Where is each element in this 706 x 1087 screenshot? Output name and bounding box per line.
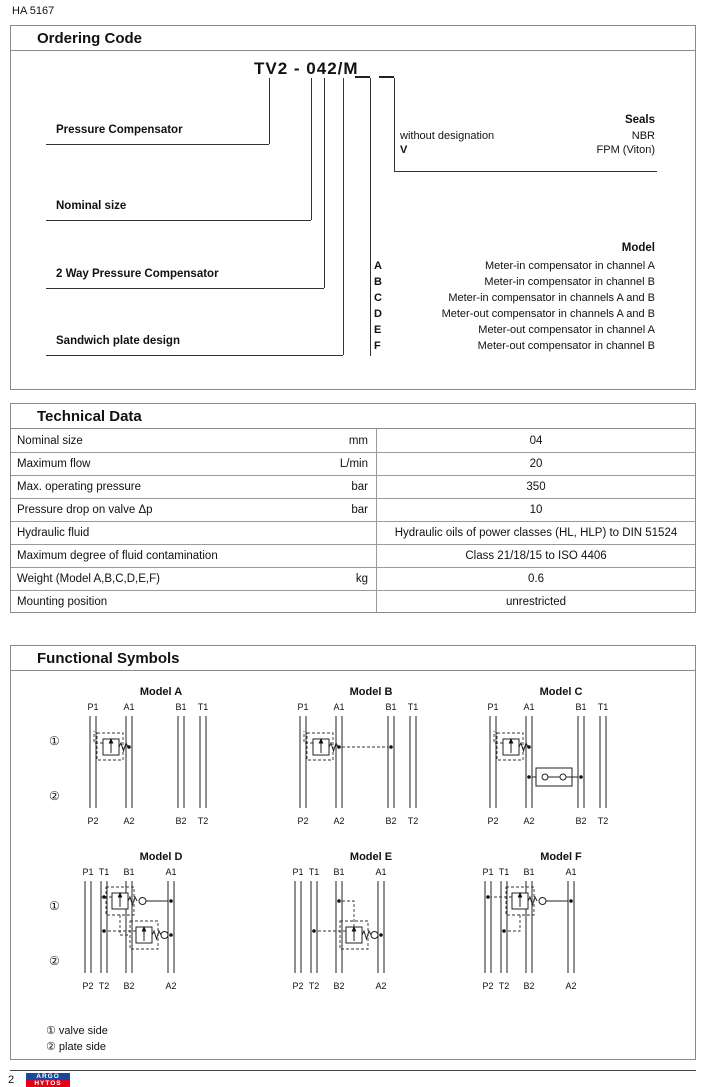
table-row bbox=[11, 521, 695, 544]
port-label: A1 bbox=[564, 867, 577, 877]
model-key: C bbox=[374, 292, 382, 304]
model-row bbox=[374, 306, 655, 322]
doc-code: HA 5167 bbox=[12, 5, 55, 17]
channel-lines bbox=[300, 716, 416, 808]
port-label: P1 bbox=[481, 867, 494, 877]
port-label: T2 bbox=[98, 981, 109, 991]
row-value: Class 21/18/15 to ISO 4406 bbox=[465, 550, 607, 562]
row-value: 04 bbox=[529, 434, 543, 447]
model-row bbox=[374, 274, 655, 290]
row-value: 0.6 bbox=[528, 573, 544, 585]
plate-side-marker: ② bbox=[49, 954, 60, 968]
model-row bbox=[374, 338, 655, 354]
port-label: P2 bbox=[486, 816, 499, 826]
port-label: T2 bbox=[498, 981, 509, 991]
port-labels-top bbox=[82, 867, 176, 877]
row-label: Weight (Model A,B,C,D,E,F) bbox=[17, 573, 160, 585]
channel-lines bbox=[490, 716, 606, 808]
model-c-symbol bbox=[474, 700, 649, 830]
model-e-diagram bbox=[281, 851, 461, 995]
port-label: B1 bbox=[174, 702, 187, 712]
channel-lines bbox=[90, 716, 206, 808]
seals-title: Seals bbox=[624, 114, 655, 126]
functional-symbols-section bbox=[10, 645, 696, 1060]
channel-lines bbox=[485, 881, 574, 973]
row-value: 20 bbox=[529, 458, 543, 470]
model-row bbox=[374, 290, 655, 306]
port-label: T2 bbox=[597, 816, 608, 826]
port-label: B2 bbox=[522, 981, 535, 991]
port-label: P1 bbox=[291, 867, 304, 877]
model-key: D bbox=[374, 308, 382, 320]
port-label: A2 bbox=[522, 816, 535, 826]
port-labels-bottom bbox=[292, 981, 386, 991]
port-labels-bottom bbox=[487, 816, 608, 826]
legend-valve-side: ① valve side bbox=[46, 1025, 108, 1037]
compensator-valve-upper-icon bbox=[101, 887, 173, 915]
port-labels-top bbox=[292, 867, 386, 877]
model-value: Meter-in compensator in channel B bbox=[484, 276, 655, 288]
model-f-symbol bbox=[474, 865, 649, 995]
model-e-symbol bbox=[284, 865, 459, 995]
port-label: T2 bbox=[407, 816, 418, 826]
port-labels-bottom bbox=[297, 816, 418, 826]
model-value: Meter-in compensator in channels A and B bbox=[448, 292, 655, 304]
connector-line bbox=[324, 78, 325, 288]
compensator-valve-icon bbox=[494, 731, 531, 760]
model-key: B bbox=[374, 276, 382, 288]
port-label: B1 bbox=[574, 702, 587, 712]
model-row bbox=[374, 258, 655, 274]
port-label: P1 bbox=[296, 702, 309, 712]
port-labels-top bbox=[297, 702, 418, 712]
port-label: P1 bbox=[81, 867, 94, 877]
model-c-diagram bbox=[471, 686, 651, 830]
port-label: P1 bbox=[86, 702, 99, 712]
symbols-row-1 bbox=[11, 686, 697, 851]
port-label: A2 bbox=[122, 816, 135, 826]
model-value: Meter-out compensator in channel A bbox=[478, 324, 655, 336]
ordering-code-title: Ordering Code bbox=[11, 26, 695, 51]
port-labels-top bbox=[482, 867, 576, 877]
connector-line bbox=[370, 78, 371, 356]
model-value: Meter-out compensator in channel B bbox=[477, 340, 655, 352]
callout-pressure-compensator: Pressure Compensator bbox=[56, 124, 183, 136]
compensator-valve-icon bbox=[486, 887, 573, 933]
row-label: Max. operating pressure bbox=[17, 481, 142, 493]
table-row bbox=[11, 429, 695, 452]
ordering-code-diagram bbox=[11, 26, 695, 389]
technical-data-section bbox=[10, 403, 696, 613]
seals-value: NBR bbox=[631, 130, 655, 142]
port-labels-bottom bbox=[82, 981, 176, 991]
model-title: Model bbox=[621, 242, 655, 254]
technical-data-table bbox=[11, 429, 695, 613]
model-f-title: Model F bbox=[540, 851, 582, 863]
seals-block bbox=[400, 114, 655, 157]
model-a-title: Model A bbox=[139, 686, 183, 698]
model-b-symbol bbox=[284, 700, 459, 830]
channel-lines bbox=[295, 881, 384, 973]
port-label: T1 bbox=[197, 702, 208, 712]
port-label: T1 bbox=[308, 867, 319, 877]
port-label: T2 bbox=[308, 981, 319, 991]
valve-side-marker: ① bbox=[49, 899, 60, 913]
port-label: B1 bbox=[384, 702, 397, 712]
page-number: 2 bbox=[8, 1074, 15, 1086]
port-label: B1 bbox=[122, 867, 135, 877]
connector-line bbox=[46, 355, 343, 356]
port-label: A2 bbox=[374, 981, 387, 991]
model-e-title: Model E bbox=[349, 851, 393, 863]
callout-nominal-size: Nominal size bbox=[56, 200, 127, 212]
seals-row bbox=[400, 129, 655, 143]
port-label: P2 bbox=[81, 981, 94, 991]
model-a-symbol bbox=[74, 700, 249, 830]
row-label: Mounting position bbox=[17, 596, 108, 608]
port-label: T1 bbox=[498, 867, 509, 877]
channel-lines bbox=[85, 881, 174, 973]
port-label: A1 bbox=[522, 702, 535, 712]
row-label: Hydraulic fluid bbox=[17, 527, 90, 539]
compensator-valve-icon bbox=[312, 899, 383, 949]
logo-hytos-text: HYTOS bbox=[26, 1080, 70, 1087]
shuttle-bridge-icon bbox=[527, 768, 583, 786]
model-key: A bbox=[374, 260, 382, 272]
seals-key: V bbox=[400, 144, 408, 156]
compensator-valve-icon bbox=[304, 731, 393, 760]
port-label: B1 bbox=[522, 867, 535, 877]
table-row bbox=[11, 567, 695, 590]
port-label: B2 bbox=[574, 816, 587, 826]
port-label: A1 bbox=[122, 702, 135, 712]
pilot-line bbox=[120, 915, 130, 935]
model-value: Meter-out compensator in channels A and B bbox=[441, 308, 655, 320]
row-unit: bar bbox=[351, 504, 368, 516]
port-label: A1 bbox=[374, 867, 387, 877]
code-blank-model bbox=[355, 65, 370, 78]
port-label: P1 bbox=[486, 702, 499, 712]
port-label: P2 bbox=[291, 981, 304, 991]
model-d-diagram bbox=[71, 851, 251, 995]
plate-side-marker: ② bbox=[49, 789, 60, 803]
connector-line bbox=[394, 171, 657, 172]
port-label: B1 bbox=[332, 867, 345, 877]
port-label: A2 bbox=[164, 981, 177, 991]
callout-2way-pressure-compensator: 2 Way Pressure Compensator bbox=[56, 268, 219, 280]
model-d-title: Model D bbox=[139, 851, 183, 863]
seals-value: FPM (Viton) bbox=[596, 144, 655, 156]
row-unit: L/min bbox=[339, 458, 368, 470]
port-labels-bottom bbox=[87, 816, 208, 826]
model-key: E bbox=[374, 324, 382, 336]
model-c-title: Model C bbox=[539, 686, 583, 698]
model-f-diagram bbox=[471, 851, 651, 995]
port-label: P2 bbox=[296, 816, 309, 826]
port-label: T1 bbox=[597, 702, 608, 712]
port-label: T1 bbox=[407, 702, 418, 712]
ordering-code-section bbox=[10, 25, 696, 390]
connector-line bbox=[311, 78, 312, 220]
model-row bbox=[374, 322, 655, 338]
row-value: 10 bbox=[529, 504, 543, 516]
port-label: T2 bbox=[197, 816, 208, 826]
row-unit: kg bbox=[355, 573, 368, 585]
connector-line bbox=[394, 78, 395, 171]
connector-line bbox=[269, 78, 270, 144]
model-b-title: Model B bbox=[349, 686, 393, 698]
port-label: B2 bbox=[122, 981, 135, 991]
table-row bbox=[11, 452, 695, 475]
port-labels-top bbox=[487, 702, 608, 712]
table-row bbox=[11, 475, 695, 498]
port-label: P2 bbox=[481, 981, 494, 991]
model-b-diagram bbox=[281, 686, 461, 830]
row-unit: bar bbox=[351, 481, 368, 493]
connector-line bbox=[46, 144, 269, 145]
model-a-diagram bbox=[71, 686, 251, 830]
port-label: A1 bbox=[164, 867, 177, 877]
table-row bbox=[11, 590, 695, 613]
row-value: Hydraulic oils of power classes (HL, HLP) to DIN 51524 bbox=[394, 527, 678, 539]
seals-key: without designation bbox=[400, 130, 495, 142]
seals-row bbox=[400, 143, 655, 157]
port-labels-bottom bbox=[482, 981, 576, 991]
model-d-symbol bbox=[74, 865, 249, 995]
port-label: T1 bbox=[98, 867, 109, 877]
model-key: F bbox=[374, 340, 381, 352]
compensator-valve-icon bbox=[94, 731, 131, 760]
functional-symbols-title: Functional Symbols bbox=[11, 646, 695, 671]
port-label: A2 bbox=[564, 981, 577, 991]
legend-plate-side: ② plate side bbox=[46, 1041, 107, 1053]
port-label: P2 bbox=[86, 816, 99, 826]
connector-line bbox=[343, 78, 344, 355]
port-labels-top bbox=[87, 702, 208, 712]
port-label: A1 bbox=[332, 702, 345, 712]
port-label: A2 bbox=[332, 816, 345, 826]
model-block bbox=[374, 242, 655, 354]
technical-data-title: Technical Data bbox=[11, 404, 695, 429]
model-value: Meter-in compensator in channel A bbox=[485, 260, 655, 272]
symbols-row-2 bbox=[11, 851, 697, 1016]
port-label: B2 bbox=[332, 981, 345, 991]
compensator-valve-lower-icon bbox=[102, 921, 173, 949]
footer-divider bbox=[10, 1070, 696, 1071]
connector-line bbox=[46, 288, 324, 289]
row-label: Maximum flow bbox=[17, 458, 91, 470]
logo-argo-text: ARGO bbox=[26, 1073, 70, 1080]
ordering-code-value: TV2 - 042/M bbox=[254, 59, 359, 78]
valve-side-marker: ① bbox=[49, 734, 60, 748]
row-label: Pressure drop on valve Δp bbox=[17, 504, 153, 516]
argo-hytos-logo bbox=[26, 1073, 70, 1087]
table-row bbox=[11, 544, 695, 567]
row-label: Nominal size bbox=[17, 434, 83, 447]
code-blank-seals bbox=[379, 65, 394, 78]
row-value: unrestricted bbox=[505, 596, 567, 608]
table-row bbox=[11, 498, 695, 521]
row-value: 350 bbox=[526, 481, 546, 493]
connector-line bbox=[46, 220, 311, 221]
callout-sandwich-plate-design: Sandwich plate design bbox=[56, 335, 180, 347]
port-label: B2 bbox=[384, 816, 397, 826]
port-label: B2 bbox=[174, 816, 187, 826]
row-unit: mm bbox=[348, 434, 368, 447]
row-label: Maximum degree of fluid contamination bbox=[17, 550, 218, 562]
